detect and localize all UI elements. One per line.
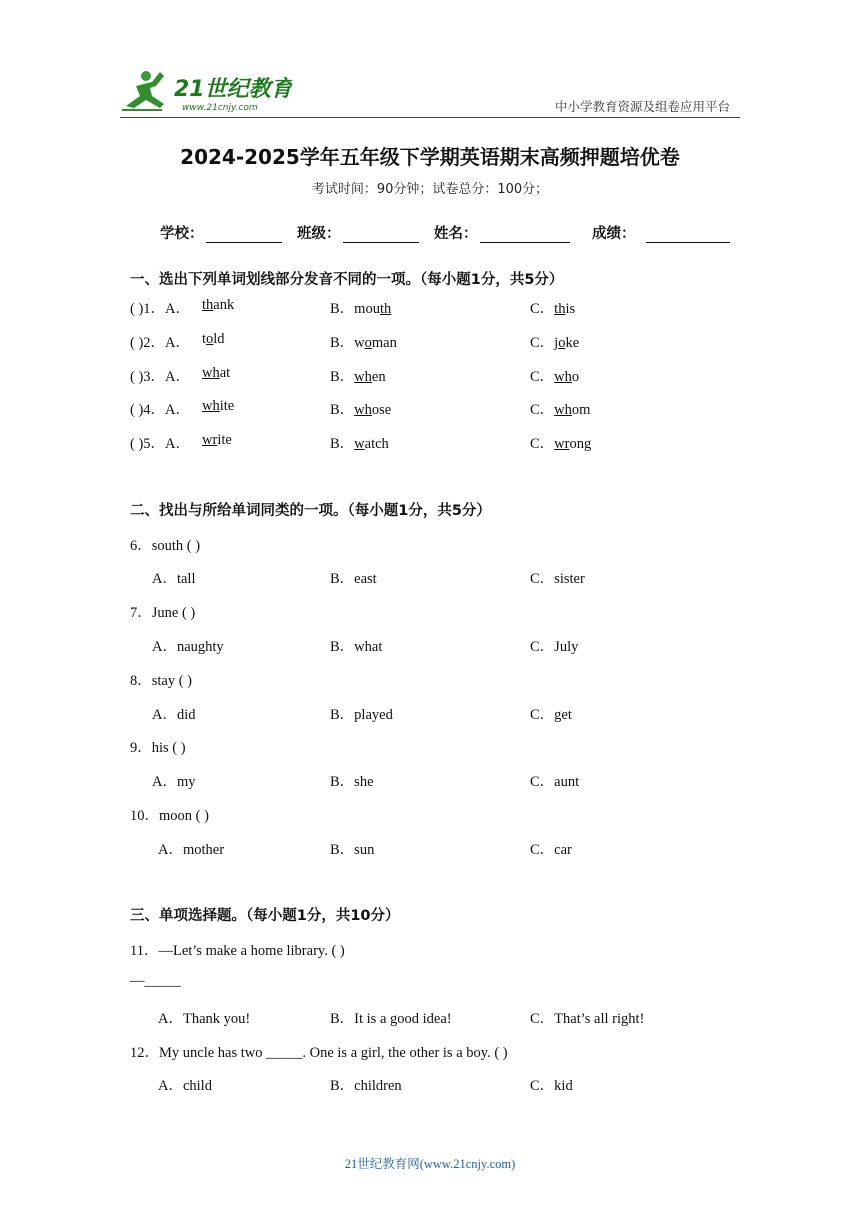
- q1-option-a[interactable]: thank: [202, 297, 235, 313]
- q12-stem: 12．My uncle has two _____. One is a girl, the other is a boy. ( ): [130, 1045, 508, 1061]
- q11-option-b[interactable]: B．It is a good idea!: [330, 1011, 452, 1027]
- q9-option-b[interactable]: B．she: [330, 774, 374, 790]
- score-label: 成绩：: [592, 226, 636, 242]
- q7-stem: 7．June ( ): [130, 605, 196, 621]
- name-blank[interactable]: [480, 226, 570, 243]
- q11-stem: 11．—Let’s make a home library. ( ): [130, 943, 345, 959]
- q8-stem: 8．stay ( ): [130, 673, 193, 689]
- q4-option-a[interactable]: white: [202, 398, 235, 414]
- school-label: 学校：: [160, 226, 204, 242]
- q5-option-c[interactable]: C．wrong: [530, 436, 592, 452]
- score-field[interactable]: [592, 222, 730, 243]
- q9-option-a[interactable]: A．my: [152, 774, 196, 790]
- q2-option-b[interactable]: B．woman: [330, 335, 397, 351]
- q8-option-b[interactable]: B．played: [330, 707, 393, 723]
- q3-option-c[interactable]: C．who: [530, 369, 580, 385]
- school-blank[interactable]: [206, 226, 282, 243]
- q8-option-a[interactable]: A．did: [152, 707, 196, 723]
- class-label: 班级：: [297, 226, 341, 242]
- q1-option-b[interactable]: B．mouth: [330, 301, 392, 317]
- q6-stem: 6．south ( ): [130, 538, 201, 554]
- q6-option-b[interactable]: B．east: [330, 571, 377, 587]
- q12-option-c[interactable]: C．kid: [530, 1078, 573, 1094]
- q7-option-c[interactable]: C．July: [530, 639, 579, 655]
- q8-option-c[interactable]: C．get: [530, 707, 572, 723]
- footer-link[interactable]: 21世纪教育网(www.21cnjy.com): [344, 1157, 516, 1171]
- q7-option-b[interactable]: B．what: [330, 639, 383, 655]
- section-2-title: 二、找出与所给单词同类的一项。（每小题1分，共5分）: [130, 503, 491, 519]
- q5-number: ( )5．A．: [130, 436, 191, 452]
- name-field[interactable]: [434, 222, 570, 243]
- q5-option-b[interactable]: B．watch: [330, 436, 389, 452]
- q4-option-b[interactable]: B．whose: [330, 402, 392, 418]
- q9-option-c[interactable]: C．aunt: [530, 774, 580, 790]
- q3-number: ( )3．A．: [130, 369, 191, 385]
- q10-stem: 10．moon ( ): [130, 808, 209, 824]
- q10-option-c[interactable]: C．car: [530, 842, 572, 858]
- logo-text: 21世纪教育: [174, 77, 292, 102]
- q11-option-a[interactable]: A．Thank you!: [158, 1011, 251, 1027]
- runner-logo-icon: [122, 66, 292, 114]
- section-1-title: 一、选出下列单词划线部分发音不同的一项。（每小题1分，共5分）: [130, 272, 564, 288]
- school-field[interactable]: [160, 222, 282, 243]
- class-field[interactable]: [297, 222, 419, 243]
- q6-option-a[interactable]: A．tall: [152, 571, 196, 587]
- q12-option-b[interactable]: B．children: [330, 1078, 402, 1094]
- q11-reply: —_____: [130, 973, 181, 989]
- logo-url: www.21cnjy.com: [182, 103, 258, 113]
- q2-option-c[interactable]: C．joke: [530, 335, 580, 351]
- platform-name: 中小学教育资源及组卷应用平台: [554, 99, 730, 114]
- q2-number: ( )2．A．: [130, 335, 191, 351]
- q10-option-a[interactable]: A．mother: [158, 842, 225, 858]
- q4-number: ( )4．A．: [130, 402, 191, 418]
- q5-option-a[interactable]: write: [202, 432, 232, 448]
- q9-stem: 9．his ( ): [130, 740, 186, 756]
- q1-number: ( )1．A．: [130, 301, 191, 317]
- q11-option-c[interactable]: C．That’s all right!: [530, 1011, 645, 1027]
- q7-option-a[interactable]: A．naughty: [152, 639, 224, 655]
- exam-subtitle: 考试时间：90分钟；试卷总分：100分；: [311, 182, 549, 197]
- q3-option-a[interactable]: what: [202, 365, 231, 381]
- q2-option-a[interactable]: told: [202, 331, 225, 347]
- name-label: 姓名：: [434, 226, 478, 242]
- q12-option-a[interactable]: A．child: [158, 1078, 212, 1094]
- page-title: 2024-2025学年五年级下学期英语期末高频押题培优卷: [180, 145, 680, 169]
- q10-option-b[interactable]: B．sun: [330, 842, 375, 858]
- header-divider: [120, 117, 740, 118]
- logo: [122, 66, 292, 114]
- section-3-title: 三、单项选择题。（每小题1分，共10分）: [130, 908, 400, 924]
- q1-option-c[interactable]: C．this: [530, 301, 576, 317]
- class-blank[interactable]: [343, 226, 419, 243]
- q6-option-c[interactable]: C．sister: [530, 571, 585, 587]
- q4-option-c[interactable]: C．whom: [530, 402, 591, 418]
- q3-option-b[interactable]: B．when: [330, 369, 386, 385]
- score-blank[interactable]: [646, 226, 730, 243]
